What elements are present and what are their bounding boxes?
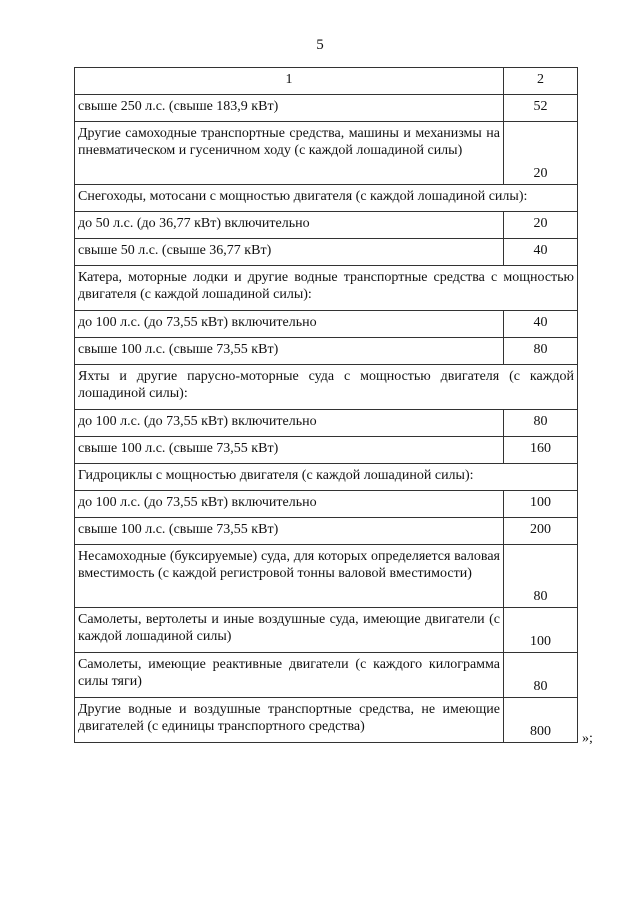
- row-description: до 100 л.с. (до 73,55 кВт) включительно: [75, 491, 504, 518]
- table-row: [75, 311, 578, 338]
- section-heading: Катера, моторные лодки и другие водные транспортные средства с мощностью двигателя (с каждой лошадиной силы):: [75, 266, 578, 311]
- table-row: [75, 239, 578, 266]
- table-row-section: [75, 365, 578, 410]
- row-rate: 800: [504, 698, 578, 743]
- table-row: [75, 212, 578, 239]
- section-heading: Яхты и другие парусно-моторные суда с мощностью двигателя (с каждой лошадиной силы):: [75, 365, 578, 410]
- row-description: свыше 50 л.с. (свыше 36,77 кВт): [75, 239, 504, 266]
- row-description: свыше 250 л.с. (свыше 183,9 кВт): [75, 95, 504, 122]
- row-description: до 100 л.с. (до 73,55 кВт) включительно: [75, 410, 504, 437]
- section-heading: Гидроциклы с мощностью двигателя (с каждой лошадиной силы):: [75, 464, 578, 491]
- row-description: Самолеты, вертолеты и иные воздушные суда, имеющие двигатели (с каждой лошадиной силы): [75, 608, 504, 653]
- table-row: [75, 338, 578, 365]
- row-rate: 52: [504, 95, 578, 122]
- row-rate: 80: [504, 545, 578, 608]
- column-header-1: 1: [75, 68, 504, 95]
- row-description: свыше 100 л.с. (свыше 73,55 кВт): [75, 338, 504, 365]
- row-rate: 100: [504, 608, 578, 653]
- row-rate: 100: [504, 491, 578, 518]
- row-description: свыше 100 л.с. (свыше 73,55 кВт): [75, 518, 504, 545]
- table-row: [75, 95, 578, 122]
- row-description: до 50 л.с. (до 36,77 кВт) включительно: [75, 212, 504, 239]
- table-row: [75, 653, 578, 698]
- table-row: [75, 545, 578, 608]
- table-row: [75, 491, 578, 518]
- table-header-row: [75, 68, 578, 95]
- section-heading: Снегоходы, мотосани с мощностью двигателя (с каждой лошадиной силы):: [75, 185, 578, 212]
- row-rate: 160: [504, 437, 578, 464]
- row-description: Другие самоходные транспортные средства, машины и механизмы на пневматическом и гусеничном ходу (с каждой лошадиной силы): [75, 122, 504, 185]
- row-description: Несамоходные (буксируемые) суда, для которых определяется валовая вместимость (с каждой регистровой тонны валовой вместимости): [75, 545, 504, 608]
- row-rate: 20: [504, 212, 578, 239]
- row-rate: 80: [504, 410, 578, 437]
- row-description: свыше 100 л.с. (свыше 73,55 кВт): [75, 437, 504, 464]
- row-rate: 40: [504, 239, 578, 266]
- table-row: [75, 122, 578, 185]
- table-row: [75, 698, 578, 743]
- table-row: [75, 437, 578, 464]
- column-header-2: 2: [504, 68, 578, 95]
- closing-quote-mark: »;: [582, 731, 593, 746]
- table-row: [75, 518, 578, 545]
- table-row-section: [75, 185, 578, 212]
- table-row-section: [75, 464, 578, 491]
- tax-rate-table: [74, 67, 578, 743]
- row-rate: 20: [504, 122, 578, 185]
- row-rate: 200: [504, 518, 578, 545]
- row-description: до 100 л.с. (до 73,55 кВт) включительно: [75, 311, 504, 338]
- table-row-section: [75, 266, 578, 311]
- row-description: Самолеты, имеющие реактивные двигатели (с каждого килограмма силы тяги): [75, 653, 504, 698]
- row-description: Другие водные и воздушные транспортные средства, не имеющие двигателей (с единицы транспортного средства): [75, 698, 504, 743]
- page-number: 5: [316, 37, 324, 53]
- table-row: [75, 410, 578, 437]
- row-rate: 80: [504, 338, 578, 365]
- row-rate: 40: [504, 311, 578, 338]
- row-rate: 80: [504, 653, 578, 698]
- table-row: [75, 608, 578, 653]
